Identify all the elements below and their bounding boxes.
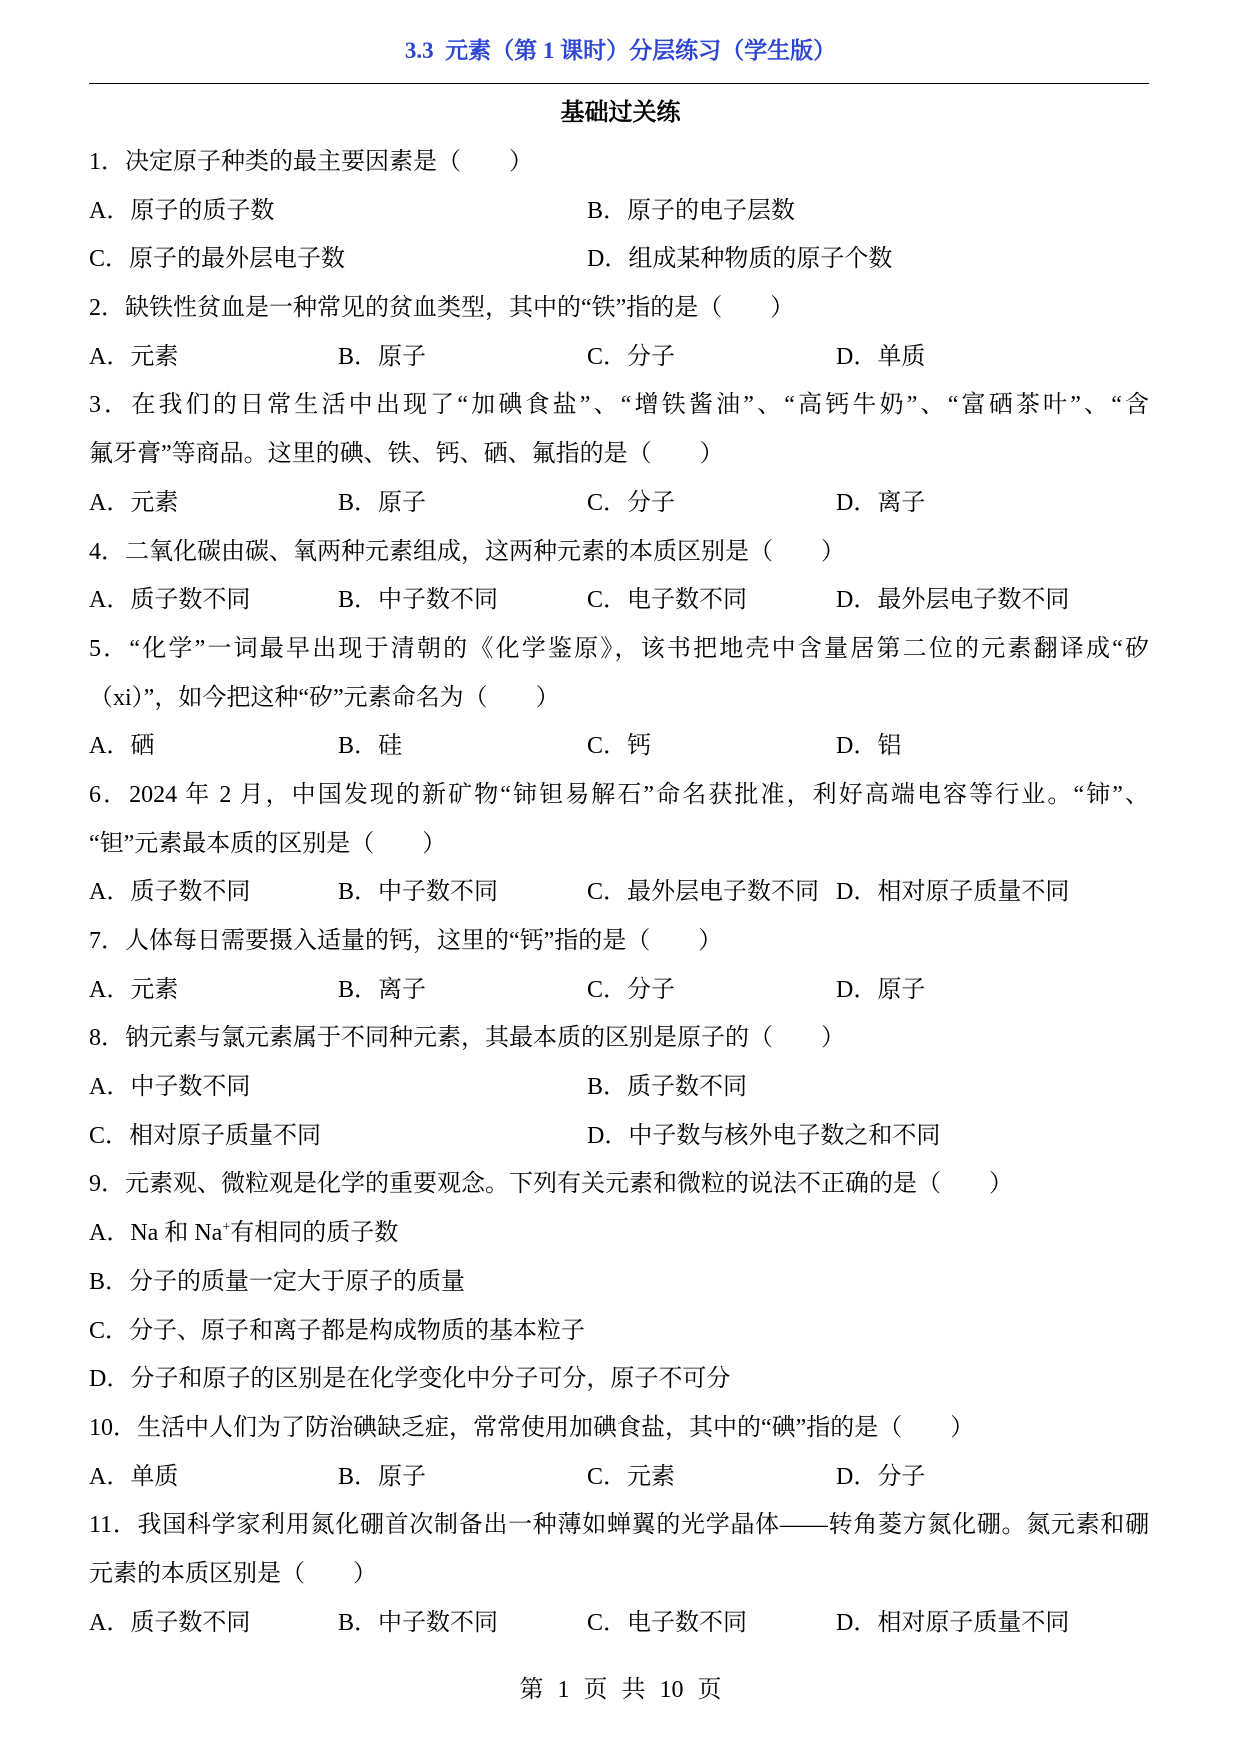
option-row <box>89 966 1149 1015</box>
option-d <box>89 1355 1149 1404</box>
option-label: A． <box>89 733 131 760</box>
option-text: 分子 <box>627 976 676 1003</box>
option-b <box>89 1258 1149 1307</box>
option-text: 质子数不同 <box>130 879 251 906</box>
option-label: B． <box>89 1268 130 1295</box>
option-text: 相对原子质量不同 <box>129 1122 322 1149</box>
option-a <box>89 1453 338 1502</box>
option-c <box>587 576 836 625</box>
option-label: C． <box>587 976 628 1003</box>
question-number: 11． <box>89 1512 138 1539</box>
option-text: 电子数不同 <box>627 587 748 614</box>
option-text: 中子数与核外电子数之和不同 <box>628 1122 941 1149</box>
option-text: Na 和 Na <box>130 1220 223 1247</box>
question-stem-text: “化学”一词最早出现于清朝的《化学鉴原》，该书把地壳中含量居第二位的元素翻译成“矽 <box>129 635 1149 662</box>
option-c <box>89 1307 1149 1356</box>
option-label: A． <box>89 489 131 516</box>
page-footer: 第 1 页 共 10 页 <box>519 1677 722 1703</box>
question-1 <box>89 138 1149 284</box>
option-label: D． <box>836 1463 878 1490</box>
option-text: 中子数不同 <box>378 1609 499 1636</box>
option-label: A． <box>89 879 131 906</box>
option-row <box>89 1209 1149 1258</box>
question-list <box>89 138 1149 1647</box>
option-d <box>836 333 1149 382</box>
option-label: B． <box>338 733 379 760</box>
option-row <box>89 1063 1149 1112</box>
option-row <box>89 1307 1149 1356</box>
option-label: D． <box>836 587 878 614</box>
option-b <box>338 479 587 528</box>
option-text: 钙 <box>627 733 652 760</box>
option-b <box>338 966 587 1015</box>
option-label: C． <box>587 1463 628 1490</box>
option-row <box>89 1355 1149 1404</box>
question-4 <box>89 528 1149 625</box>
option-c <box>587 1453 836 1502</box>
question-stem-text: 在我们的日常生活中出现了“加碘食盐”、“增铁酱油”、“高钙牛奶”、“富硒茶叶”、“含 <box>131 392 1150 419</box>
option-label: C． <box>89 1122 130 1149</box>
question-stem <box>89 138 1149 187</box>
option-text: 分子的质量一定大于原子的质量 <box>129 1268 466 1295</box>
option-b <box>338 1453 587 1502</box>
option-label: C． <box>89 1317 130 1344</box>
header-rule <box>89 83 1149 84</box>
option-label: C． <box>587 343 628 370</box>
option-text: 最外层电子数不同 <box>877 587 1070 614</box>
option-label: B． <box>338 1609 379 1636</box>
option-d <box>836 479 1149 528</box>
option-text: 相对原子质量不同 <box>877 1609 1070 1636</box>
option-label: A． <box>89 1463 131 1490</box>
question-stem-continued <box>89 1550 1149 1599</box>
question-stem <box>89 771 1149 820</box>
option-text: 单质 <box>877 343 926 370</box>
option-label: D． <box>836 879 878 906</box>
question-stem-text: 生活中人们为了防治碘缺乏症，常常使用加碘食盐，其中的“碘”指的是（ ） <box>137 1414 975 1441</box>
option-c <box>587 868 836 917</box>
option-label: C． <box>587 1609 628 1636</box>
question-3 <box>89 381 1149 527</box>
option-b <box>338 722 587 771</box>
option-d <box>587 235 1149 284</box>
question-2 <box>89 284 1149 381</box>
option-b <box>338 576 587 625</box>
option-text: 原子 <box>378 343 427 370</box>
option-row <box>89 1599 1149 1648</box>
option-a <box>89 722 338 771</box>
question-number: 7． <box>89 928 125 954</box>
question-stem-text: 2024 年 2 月，中国发现的新矿物“铈钽易解石”命名获批准，利好高端电容等行业。“铈”、 <box>129 781 1150 808</box>
question-10 <box>89 1404 1149 1501</box>
option-label: D． <box>89 1366 131 1393</box>
question-stem-text: 决定原子种类的最主要因素是（ ） <box>125 149 533 175</box>
option-label: B． <box>587 1074 628 1101</box>
option-row <box>89 1453 1149 1502</box>
option-b <box>587 187 1149 236</box>
option-a <box>89 333 338 382</box>
option-label: A． <box>89 976 131 1003</box>
option-row <box>89 576 1149 625</box>
option-row <box>89 187 1149 236</box>
option-label: D． <box>836 343 878 370</box>
option-label: B． <box>338 1463 379 1490</box>
option-label: A． <box>89 1220 131 1247</box>
option-d <box>836 1453 1149 1502</box>
option-text: 原子 <box>877 976 926 1003</box>
option-text: 分子 <box>627 343 676 370</box>
question-number: 1． <box>89 149 125 175</box>
question-stem <box>89 1014 1149 1063</box>
option-label: C． <box>587 587 628 614</box>
question-stem <box>89 917 1149 966</box>
option-text: 质子数不同 <box>130 587 251 614</box>
option-d <box>836 966 1149 1015</box>
question-stem <box>89 1160 1149 1209</box>
question-stem <box>89 1501 1149 1550</box>
option-row <box>89 722 1149 771</box>
question-number: 10． <box>89 1414 137 1441</box>
option-a <box>89 966 338 1015</box>
option-text: 原子 <box>378 489 427 516</box>
question-stem <box>89 625 1149 674</box>
option-text: 单质 <box>130 1463 179 1490</box>
question-number: 4． <box>89 538 125 565</box>
option-text: 硅 <box>378 733 403 760</box>
question-7 <box>89 917 1149 1014</box>
question-stem-text: “钽”元素最本质的区别是（ ） <box>89 830 447 857</box>
option-row <box>89 333 1149 382</box>
option-c <box>89 1112 587 1161</box>
option-row <box>89 1112 1149 1161</box>
option-label: D． <box>836 976 878 1003</box>
question-stem-text: 二氧化碳由碳、氧两种元素组成，这两种元素的本质区别是（ ） <box>125 538 845 565</box>
option-label: A． <box>89 587 131 614</box>
option-text: 原子的电子层数 <box>627 197 796 224</box>
option-label: A． <box>89 1609 131 1636</box>
question-11 <box>89 1501 1149 1647</box>
option-label: C． <box>587 879 628 906</box>
option-label: A． <box>89 1074 131 1101</box>
question-number: 9． <box>89 1171 125 1198</box>
option-text: 铝 <box>877 733 902 760</box>
option-a <box>89 868 338 917</box>
option-row <box>89 1258 1149 1307</box>
option-d <box>587 1112 1149 1161</box>
doc-title: 3.3 元素（第 1 课时）分层练习（学生版） <box>404 38 837 63</box>
question-number: 8． <box>89 1025 125 1052</box>
option-b <box>338 333 587 382</box>
option-text: 电子数不同 <box>627 1609 748 1636</box>
question-stem <box>89 284 1149 333</box>
option-text: 中子数不同 <box>378 879 499 906</box>
question-stem-text: 钠元素与氯元素属于不同种元素，其最本质的区别是原子的（ ） <box>125 1025 845 1052</box>
option-label: B． <box>338 587 379 614</box>
question-stem-text: 缺铁性贫血是一种常见的贫血类型，其中的“铁”指的是（ ） <box>125 295 795 322</box>
question-number: 3． <box>89 392 132 419</box>
option-label: C． <box>89 246 130 273</box>
ion-charge-superscript: + <box>222 1220 231 1236</box>
question-stem <box>89 528 1149 577</box>
option-d <box>836 868 1149 917</box>
option-label: B． <box>587 197 628 224</box>
option-d <box>836 1599 1149 1648</box>
option-a <box>89 187 587 236</box>
question-stem-continued <box>89 674 1149 723</box>
option-a <box>89 479 338 528</box>
option-text: 元素 <box>627 1463 676 1490</box>
question-9 <box>89 1160 1149 1403</box>
option-row <box>89 479 1149 528</box>
question-stem-continued <box>89 430 1149 479</box>
option-text: 组成某种物质的原子个数 <box>628 246 893 273</box>
question-stem-text: 元素观、微粒观是化学的重要观念。下列有关元素和微粒的说法不正确的是（ ） <box>125 1171 1013 1198</box>
option-label: B． <box>338 976 379 1003</box>
question-stem-text: 氟牙膏”等商品。这里的碘、铁、钙、硒、氟指的是（ ） <box>89 441 724 468</box>
option-text: 分子 <box>877 1463 926 1490</box>
option-a <box>89 1063 587 1112</box>
option-text: 相对原子质量不同 <box>877 879 1070 906</box>
option-text: 原子的质子数 <box>130 197 275 224</box>
option-c <box>89 235 587 284</box>
option-label: D． <box>836 1609 878 1636</box>
question-stem-text: 元素的本质区别是（ ） <box>89 1560 377 1587</box>
question-stem <box>89 1404 1149 1453</box>
option-text: 离子 <box>378 976 427 1003</box>
option-text: 分子和原子的区别是在化学变化中分子可分，原子不可分 <box>130 1366 731 1393</box>
option-c <box>587 1599 836 1648</box>
option-row <box>89 235 1149 284</box>
option-label: B． <box>338 489 379 516</box>
option-c <box>587 479 836 528</box>
option-label: A． <box>89 197 131 224</box>
section-title: 基础过关练 <box>560 100 681 126</box>
option-a <box>89 576 338 625</box>
option-text: 元素 <box>130 489 179 516</box>
question-stem-text: 我国科学家利用氮化硼首次制备出一种薄如蝉翼的光学晶体——转角菱方氮化硼。氮元素和硼 <box>137 1512 1150 1539</box>
option-text: 离子 <box>877 489 926 516</box>
option-label: A． <box>89 343 131 370</box>
option-text: 分子、原子和离子都是构成物质的基本粒子 <box>129 1317 586 1344</box>
question-stem-continued <box>89 820 1149 869</box>
option-label: D． <box>587 246 629 273</box>
question-stem <box>89 381 1149 430</box>
option-text: 质子数不同 <box>130 1609 251 1636</box>
question-number: 2． <box>89 295 125 322</box>
option-label: B． <box>338 879 379 906</box>
option-label: D． <box>587 1122 629 1149</box>
option-text-continued: 有相同的质子数 <box>230 1220 399 1247</box>
option-c <box>587 722 836 771</box>
option-text: 元素 <box>130 976 179 1003</box>
option-a <box>89 1209 1149 1258</box>
option-label: B． <box>338 343 379 370</box>
option-a <box>89 1599 338 1648</box>
question-6 <box>89 771 1149 917</box>
question-stem-text: 人体每日需要摄入适量的钙，这里的“钙”指的是（ ） <box>125 928 723 954</box>
option-label: D． <box>836 489 878 516</box>
option-d <box>836 576 1149 625</box>
question-number: 6． <box>89 781 130 808</box>
option-text: 硒 <box>130 733 155 760</box>
question-number: 5． <box>89 635 130 662</box>
option-b <box>587 1063 1149 1112</box>
option-b <box>338 1599 587 1648</box>
option-text: 分子 <box>627 489 676 516</box>
option-label: C． <box>587 489 628 516</box>
option-text: 元素 <box>130 343 179 370</box>
option-text: 原子 <box>378 1463 427 1490</box>
question-8 <box>89 1014 1149 1160</box>
option-d <box>836 722 1149 771</box>
option-text: 中子数不同 <box>378 587 499 614</box>
option-label: C． <box>587 733 628 760</box>
option-c <box>587 333 836 382</box>
option-row <box>89 868 1149 917</box>
option-label: D． <box>836 733 878 760</box>
option-text: 原子的最外层电子数 <box>129 246 346 273</box>
option-b <box>338 868 587 917</box>
option-c <box>587 966 836 1015</box>
option-text: 最外层电子数不同 <box>627 879 820 906</box>
question-stem-text: （xi）”，如今把这种“矽”元素命名为（ ） <box>89 684 560 711</box>
question-5 <box>89 625 1149 771</box>
option-text: 中子数不同 <box>130 1074 251 1101</box>
option-text: 质子数不同 <box>627 1074 748 1101</box>
